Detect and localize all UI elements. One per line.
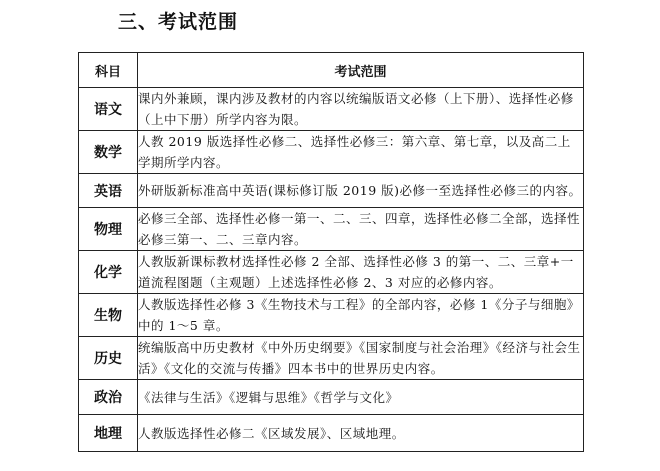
table-row <box>79 337 584 380</box>
table-row <box>79 88 584 131</box>
table-row <box>79 251 584 294</box>
subject-cell: 物理 <box>79 208 138 251</box>
table-header-row <box>79 53 584 88</box>
table-row <box>79 174 584 208</box>
table-row <box>79 415 584 452</box>
table-row <box>79 294 584 337</box>
table-row <box>79 131 584 174</box>
subject-column-header: 科目 <box>79 53 138 88</box>
table-row <box>79 208 584 251</box>
section-title: 三、考试范围 <box>118 11 239 33</box>
scope-cell: 人教版选择性必修 3《生物技术与工程》的全部内容，必修 1《分子与细胞》中的 1～5 章。 <box>138 294 584 337</box>
scope-cell: 人教版新课标教材选择性必修 2 全部、选择性必修 3 的第一、二、三章+一道流程图题（主观题）上述选择性必修 2、3 对应的必修内容。 <box>138 251 584 294</box>
subject-cell: 地理 <box>79 415 138 452</box>
scope-cell: 统编版高中历史教材《中外历史纲要》《国家制度与社会治理》《经济与社会生活》《文化的交流与传播》四本书中的世界历史内容。 <box>138 337 584 380</box>
subject-cell: 化学 <box>79 251 138 294</box>
table-row <box>79 380 584 415</box>
scope-cell: 必修三全部、选择性必修一第一、二、三、四章，选择性必修二全部，选择性必修三第一、二、三章内容。 <box>138 208 584 251</box>
subject-cell: 数学 <box>79 131 138 174</box>
subject-cell: 英语 <box>79 174 138 208</box>
scope-cell: 人教版选择性必修二《区域发展》、区域地理。 <box>138 415 584 452</box>
exam-scope-table <box>78 52 584 452</box>
scope-cell: 课内外兼顾，课内涉及教材的内容以统编版语文必修（上下册）、选择性必修（上中下册）所学内容为限。 <box>138 88 584 131</box>
subject-cell: 生物 <box>79 294 138 337</box>
subject-cell: 语文 <box>79 88 138 131</box>
subject-cell: 历史 <box>79 337 138 380</box>
scope-cell: 外研版新标准高中英语(课标修订版 2019 版)必修一至选择性必修三的内容。 <box>138 174 584 208</box>
scope-cell: 人教 2019 版选择性必修二、选择性必修三：第六章、第七章，以及高二上学期所学内容。 <box>138 131 584 174</box>
scope-column-header: 考试范围 <box>138 53 584 88</box>
scope-cell: 《法律与生活》《逻辑与思维》《哲学与文化》 <box>138 380 584 415</box>
subject-cell: 政治 <box>79 380 138 415</box>
